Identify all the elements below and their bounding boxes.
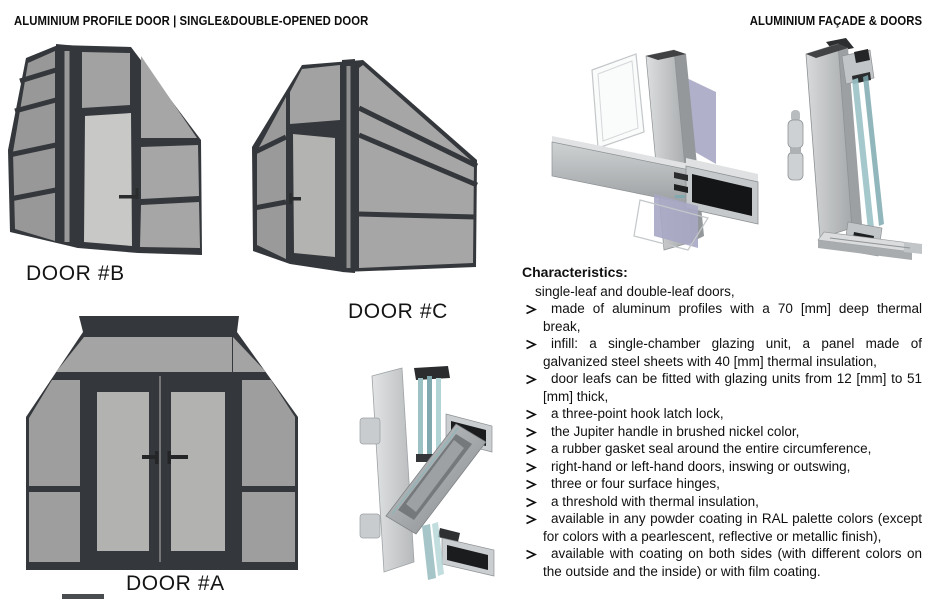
page-title-right: ALUMINIUM FAÇADE & DOORS (749, 13, 922, 28)
bullet-arrow-icon (525, 409, 537, 420)
door-b-drawing (6, 42, 208, 258)
bullet-arrow-icon (525, 514, 537, 525)
characteristic-item: the Jupiter handle in brushed nickel color, (543, 423, 922, 441)
characteristic-item: a rubber gasket seal around the entire circumference, (543, 440, 922, 458)
characteristics-intro: single-leaf and double-leaf doors, (535, 283, 735, 299)
hinge-set (788, 110, 803, 180)
door-a-drawing (24, 312, 302, 572)
door-b-handle (119, 195, 136, 199)
bullet-arrow-icon (525, 497, 537, 508)
door-frame-section (770, 36, 930, 262)
characteristics-list (522, 300, 922, 580)
door-section-figure (770, 36, 930, 262)
characteristic-item: available with coating on both sides (with different colors on the outside and the inside) or with film coating. (543, 545, 922, 580)
bullet-arrow-icon (525, 444, 537, 455)
characteristic-item: door leafs can be fitted with glazing units from 12 [mm] to 51 [mm] thick, (543, 370, 922, 405)
bullet-arrow-icon (525, 462, 537, 473)
bullet-arrow-icon (525, 427, 537, 438)
facade-section-figure (548, 44, 763, 252)
window-sash-section (356, 366, 496, 582)
door-c-figure (248, 56, 480, 276)
facade-mullion-transom-section (548, 44, 763, 252)
characteristic-item: made of aluminum profiles with a 70 [mm] deep thermal break, (543, 300, 922, 335)
page-title-left: ALUMINIUM PROFILE DOOR | SINGLE&DOUBLE-OPENED DOOR (14, 13, 369, 28)
characteristic-item: a three-point hook latch lock, (543, 405, 922, 423)
door-a-label: DOOR #A (126, 572, 225, 595)
bullet-arrow-icon (525, 479, 537, 490)
door-b-figure (6, 42, 208, 258)
characteristic-item: infill: a single-chamber glazing unit, a panel made of galvanized steel sheets with 40 [mm] thermal insulation, (543, 335, 922, 370)
characteristics-section (522, 264, 922, 580)
door-a-figure (24, 312, 302, 572)
characteristic-item: right-hand or left-hand doors, inswing or outswing, (543, 458, 922, 476)
characteristic-item: three or four surface hinges, (543, 475, 922, 493)
door-b-label: DOOR #B (26, 262, 125, 285)
characteristics-heading: Characteristics: (522, 264, 628, 280)
window-section-figure (356, 366, 496, 582)
characteristic-item: available in any powder coating in RAL palette colors (except for colors with a pearlescent, reflective or metallic finish), (543, 510, 922, 545)
bullet-arrow-icon (525, 339, 537, 350)
bullet-arrow-icon (525, 304, 537, 315)
door-c-label: DOOR #C (348, 300, 448, 323)
image-crop-artifact (62, 594, 104, 599)
bullet-arrow-icon (525, 374, 537, 385)
characteristic-item: a threshold with thermal insulation, (543, 493, 922, 511)
bullet-arrow-icon (525, 549, 537, 560)
door-c-drawing (248, 56, 480, 276)
